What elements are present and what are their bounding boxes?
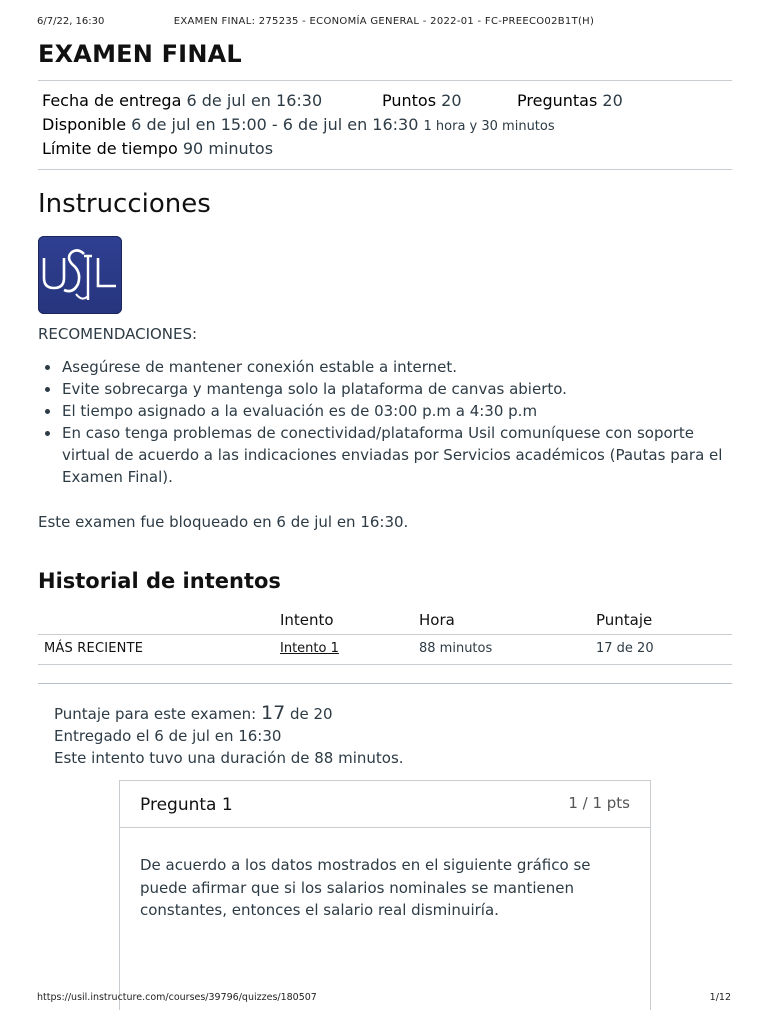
time-limit-label: Límite de tiempo	[42, 139, 178, 158]
score-label: Puntaje para este examen:	[54, 705, 257, 723]
meta-questions	[517, 91, 623, 110]
points-value: 20	[441, 91, 462, 110]
page-title: EXAMEN FINAL	[38, 40, 242, 68]
points-label: Puntos	[382, 91, 437, 110]
score-summary	[54, 702, 333, 724]
divider	[38, 683, 732, 684]
meta-available	[42, 115, 555, 134]
available-duration: 1 hora y 30 minutos	[423, 119, 555, 134]
column-header-time: Hora	[419, 611, 455, 629]
meta-time-limit	[42, 139, 273, 158]
submitted-note: Entregado el 6 de jul en 16:30	[54, 727, 282, 745]
available-label: Disponible	[42, 115, 127, 134]
question-card	[119, 780, 651, 1010]
questions-value: 20	[602, 91, 623, 110]
recommendations-label: RECOMENDACIONES:	[38, 325, 198, 343]
usil-logo	[38, 236, 122, 314]
recommendations-list	[38, 356, 732, 488]
table-divider	[38, 634, 732, 635]
due-label: Fecha de entrega	[42, 91, 182, 110]
list-item: Evite sobrecarga y mantenga solo la plataforma de canvas abierto.	[38, 378, 732, 400]
print-doc-title: EXAMEN FINAL: 275235 - ECONOMÍA GENERAL - 2022-01 - FC-PREECO02B1T(H)	[173, 16, 595, 27]
due-value: 6 de jul en 16:30	[186, 91, 323, 110]
questions-label: Preguntas	[517, 91, 598, 110]
print-timestamp: 6/7/22, 16:30	[37, 16, 105, 27]
score-suffix: de 20	[289, 705, 333, 723]
print-url: https://usil.instructure.com/courses/39796/quizzes/180507	[37, 992, 317, 1003]
attempt-time: 88 minutos	[419, 641, 493, 656]
locked-note: Este examen fue bloqueado en 6 de jul en 16:30.	[38, 513, 409, 531]
available-value: 6 de jul en 15:00 - 6 de jul en 16:30	[131, 115, 419, 134]
instructions-heading: Instrucciones	[38, 189, 211, 219]
meta-due	[42, 91, 322, 110]
meta-points	[382, 91, 462, 110]
duration-note: Este intento tuvo una duración de 88 minutos.	[54, 749, 404, 767]
time-limit-value: 90 minutos	[182, 139, 274, 158]
print-page-number: 1/12	[709, 992, 731, 1003]
print-footer	[37, 992, 731, 1006]
list-item: Asegúrese de mantener conexión estable a internet.	[38, 356, 732, 378]
list-item: En caso tenga problemas de conectividad/plataforma Usil comuníquese con soporte virtual de acuerdo a las indicaciones enviadas por Servicios académicos (Pautas para el Examen Final).	[38, 422, 732, 488]
most-recent-tag: MÁS RECIENTE	[44, 641, 144, 656]
divider	[38, 169, 732, 170]
column-header-score: Puntaje	[596, 611, 653, 629]
column-header-attempt: Intento	[280, 611, 334, 629]
list-item: El tiempo asignado a la evaluación es de 03:00 p.m a 4:30 p.m	[38, 400, 732, 422]
history-heading: Historial de intentos	[38, 569, 281, 593]
question-points: 1 / 1 pts	[568, 794, 630, 812]
print-header	[37, 16, 731, 30]
attempt-link[interactable]: Intento 1	[280, 641, 339, 656]
score-value: 17	[261, 702, 286, 724]
divider	[38, 80, 732, 81]
usil-logo-icon	[38, 236, 122, 314]
attempt-score: 17 de 20	[596, 641, 654, 656]
question-title: Pregunta 1	[140, 795, 233, 815]
question-header	[120, 781, 650, 828]
table-divider	[38, 664, 732, 665]
question-text: De acuerdo a los datos mostrados en el siguiente gráfico se puede afirmar que si los salarios nominales se mantienen constantes, entonces el salario real disminuiría.	[140, 856, 591, 919]
